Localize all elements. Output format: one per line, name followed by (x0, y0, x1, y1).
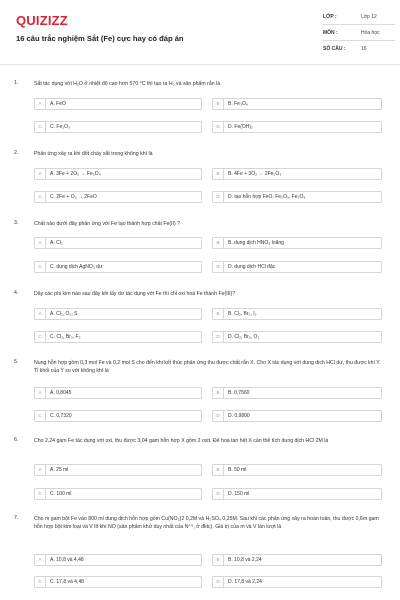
question-number: 1. (14, 80, 19, 86)
option-letter: C (35, 489, 46, 500)
option-text: B. 4Fe + 3O₂ → 2Fe₂O₃ (228, 171, 282, 177)
option-text: D. Cl₂, Br₂, O₂ (228, 334, 260, 340)
option-text: D. 150 ml (228, 491, 250, 497)
option-text: A. FeO (50, 101, 66, 107)
option-d[interactable] (212, 410, 382, 422)
option-letter: B (213, 238, 224, 249)
option-text: C. 0,7320 (50, 413, 72, 419)
option-text: C. dung dịch AgNO₃ dư (50, 264, 103, 270)
option-text: B. 10,8 và 2,24 (228, 557, 262, 563)
option-letter: A (35, 555, 46, 566)
option-b[interactable] (212, 554, 382, 566)
option-b[interactable] (212, 464, 382, 476)
option-letter: A (35, 99, 46, 110)
option-c[interactable] (34, 488, 202, 500)
option-text: C. Cl₂, Br₂, F₂ (50, 334, 81, 340)
question-text: Chất nào dưới đây phản ứng với Fe tạo thành hợp chất Fe(II) ? (34, 221, 181, 227)
option-text: B. Cl₂, Br₂, I₂ (228, 311, 257, 317)
option-letter: D (213, 192, 224, 203)
option-text: A. 10,8 và 4,48 (50, 557, 84, 563)
option-letter: A (35, 465, 46, 476)
option-text: D. 17,8 và 2,24 (228, 579, 262, 585)
question-text: Cho m gam bột Fe vào 800 ml dung dịch hỗn hợp gồm Cu(NO₃)2 0,2M và H₂SO₄ 0,25M. Sau khi các phản ứng xảy ra hoàn toàn, thu được 0,6m gam hỗn hợp bột kim loại và V lít khí NO (sản phẩm khử duy nhất của N⁺⁵, ở đktc). Giá trị của m và V lần lượt là (34, 516, 379, 530)
option-d[interactable] (212, 331, 382, 343)
option-letter: B (213, 99, 224, 110)
meta-divider (323, 24, 395, 25)
option-d[interactable] (212, 488, 382, 500)
option-letter: C (35, 192, 46, 203)
option-letter: C (35, 411, 46, 422)
option-d[interactable] (212, 576, 382, 588)
option-letter: B (213, 169, 224, 180)
meta-subject-value: Hóa học (361, 30, 380, 36)
question-number: 3. (14, 220, 19, 226)
option-a[interactable] (34, 98, 202, 110)
option-text: D. Fe(OH)₂ (228, 124, 253, 130)
option-letter: C (35, 332, 46, 343)
option-letter: A (35, 388, 46, 399)
option-a[interactable] (34, 554, 202, 566)
meta-subject-label: MÔN : (323, 30, 338, 36)
option-text: A. 3Fe + 2O₂ → Fe₃O₄ (50, 171, 101, 177)
option-text: B. 50 ml (228, 467, 247, 473)
option-c[interactable] (34, 576, 202, 588)
option-c[interactable] (34, 121, 202, 133)
question-text: Cho 2,24 gam Fe tác dụng với oxi, thu được 3,04 gam hỗn hợp X gồm 2 oxit. Để hoà tan hết X cần thể tích dung dịch HCl 2M là (34, 438, 329, 444)
option-letter: D (213, 262, 224, 273)
meta-grade-value: Lớp 12 (361, 14, 377, 20)
question-number: 7. (14, 515, 19, 521)
option-text: B. 0,7560 (228, 390, 250, 396)
option-text: A. 0,8045 (50, 390, 72, 396)
option-c[interactable] (34, 191, 202, 203)
option-letter: B (213, 465, 224, 476)
option-text: C. Fe₂O₃ (50, 124, 71, 130)
question-number: 6. (14, 437, 19, 443)
option-a[interactable] (34, 387, 202, 399)
meta-divider (323, 40, 395, 41)
option-a[interactable] (34, 464, 202, 476)
option-text: A. Cl₂ (50, 240, 63, 246)
option-b[interactable] (212, 308, 382, 320)
option-c[interactable] (34, 410, 202, 422)
option-text: D. 0,9800 (228, 413, 250, 419)
option-letter: B (213, 555, 224, 566)
option-text: C. 2Fe + O₂ → 2FeO (50, 194, 97, 200)
option-letter: B (213, 309, 224, 320)
option-letter: D (213, 489, 224, 500)
option-b[interactable] (212, 237, 382, 249)
meta-count-label: SỐ CÂU : (323, 46, 346, 52)
option-a[interactable] (34, 168, 202, 180)
option-letter: A (35, 238, 46, 249)
option-letter: A (35, 169, 46, 180)
option-b[interactable] (212, 387, 382, 399)
option-text: B. Fe₃O₄ (228, 101, 248, 107)
option-letter: B (213, 388, 224, 399)
document-title: 16 câu trắc nghiệm Sắt (Fe) cực hay có đáp án (16, 34, 184, 43)
option-d[interactable] (212, 191, 382, 203)
option-letter: C (35, 122, 46, 133)
quizizz-logo: QUIZIZZ (16, 13, 68, 28)
option-letter: D (213, 122, 224, 133)
option-letter: D (213, 577, 224, 588)
question-text: Dãy các phi kim nào sau đây khi lấy dư tác dụng với Fe thì chỉ oxi hoá Fe thành Fe(III)? (34, 291, 236, 297)
meta-grade-label: LỚP : (323, 14, 337, 20)
option-letter: D (213, 332, 224, 343)
option-letter: D (213, 411, 224, 422)
option-b[interactable] (212, 168, 382, 180)
option-text: D. dung dịch HCl đặc (228, 264, 276, 270)
option-d[interactable] (212, 261, 382, 273)
option-c[interactable] (34, 261, 202, 273)
option-letter: A (35, 309, 46, 320)
option-letter: C (35, 577, 46, 588)
question-number: 2. (14, 150, 19, 156)
option-letter: C (35, 262, 46, 273)
option-d[interactable] (212, 121, 382, 133)
option-text: A. 25 ml (50, 467, 69, 473)
option-c[interactable] (34, 331, 202, 343)
option-text: C. 100 ml (50, 491, 72, 497)
option-a[interactable] (34, 237, 202, 249)
option-b[interactable] (212, 98, 382, 110)
question-text: Nung hỗn hợp gồm 0,3 mol Fe và 0,2 mol S cho đến khi kết thúc phản ứng thu được chất rắn X. Cho X tác dụng với dung dịch HCl dư, thu được khí Y. Tỉ khối của Y so với không khí là (34, 360, 381, 374)
option-text: B. dung dịch HNO₃ loãng (228, 240, 284, 246)
option-a[interactable] (34, 308, 202, 320)
question-text: Sắt tác dụng với H₂O ở nhiệt độ cao hơn 570 °C thì tạo ra H₂ và sản phẩm rắn là (34, 81, 221, 87)
question-number: 4. (14, 290, 19, 296)
option-text: D. tạo hỗn hợp FeO, Fe₂O₃, Fe₃O₄ (228, 194, 306, 200)
question-text: Phản ứng xảy ra khi đốt cháy sắt trong không khí là (34, 151, 153, 157)
document-header (0, 0, 400, 62)
question-number: 5. (14, 359, 19, 365)
meta-count-value: 16 (361, 46, 367, 52)
header-divider (0, 64, 400, 65)
option-text: C. 17,8 và 4,48 (50, 579, 84, 585)
option-text: A. Cl₂, O₂, S (50, 311, 78, 317)
